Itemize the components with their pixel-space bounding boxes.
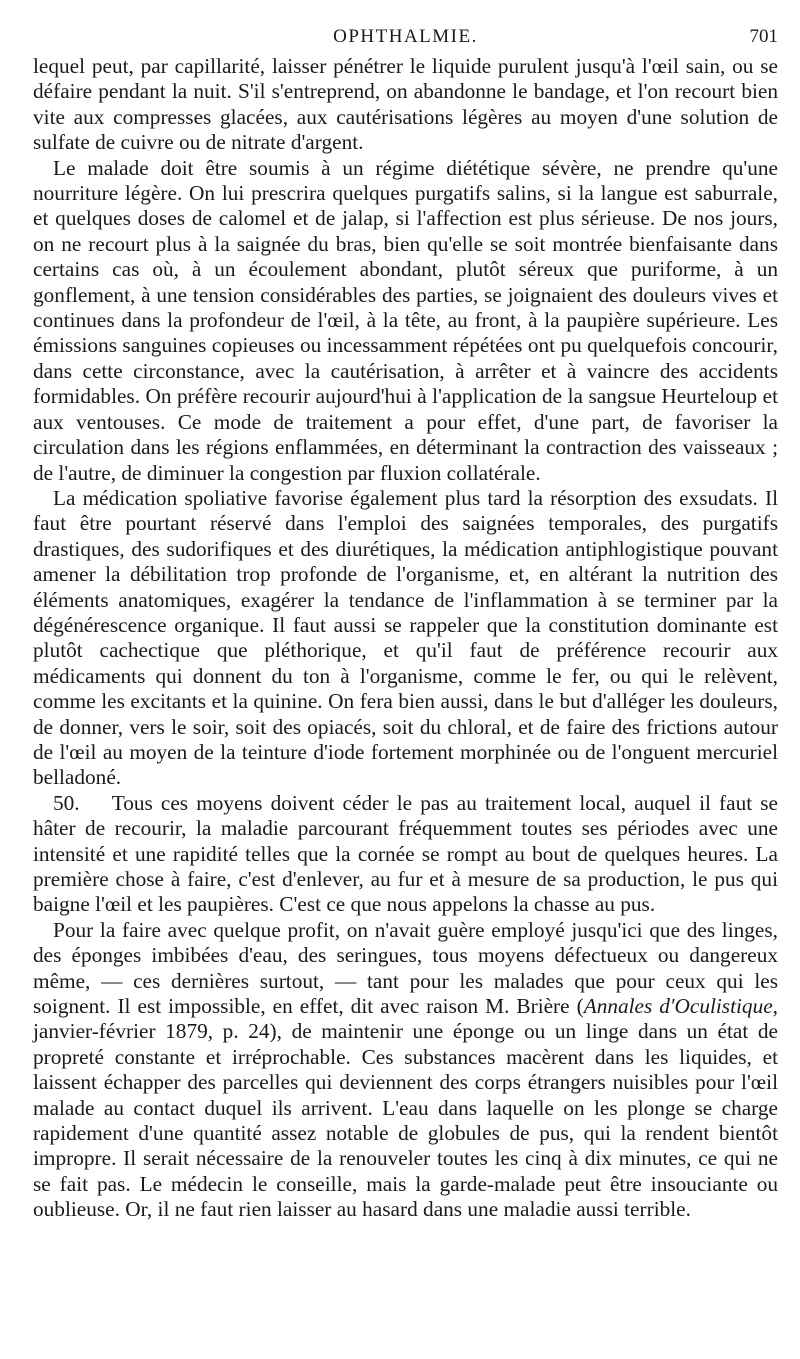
journal-title-italic: Annales d'Oculistique [583, 994, 773, 1019]
paragraph-2-text: Le malade doit être soumis à un régime diététique sévère, ne prendre qu'une nourriture légère. On lui prescrira quelques purgatifs salins, si la langue est saburrale, et quelques doses de calomel et de jalap, si l'affection est plus sérieuse. De nos jours, on ne recourt plus à la saignée du bras, bien qu'elle se soit montrée bienfaisante dans certains cas où, à un écoulement abondant, plutôt séreux que puriforme, à un gonflement, à une tension considérables des parties, se joignaient des douleurs vives et continues dans la profondeur de l'œil, à la tête, au front, à la paupière supérieure. Les émissions sanguines copieuses ou incessamment répétées ont pu quelquefois concourir, dans cette circonstance, avec la cautérisation, à arrêter et à vaincre des accidents formidables. On préfère recourir aujourd'hui à l'application de la sangsue Heurteloup et aux ventouses. Ce mode de traitement a pour effet, d'une part, de favoriser la circulation dans les régions enflammées, en déterminant la contraction des vaisseaux ; de l'autre, de diminuer la congestion par fluxion collatérale. [33, 155, 778, 485]
paragraph-3-text: La médication spoliative favorise également plus tard la résorption des exsudats. Il faut être pourtant réservé dans l'emploi des saignées temporales, des purgatifs drastiques, des sudorifiques et des diurétiques, la médication antiphlogistique pouvant amener la débilitation trop profonde de l'organisme, et, en altérant la nutrition des éléments anatomiques, exagérer la tendance de l'inflammation à se terminer par la dégénérescence organique. Il faut aussi se rappeler que la constitution dominante est plutôt cachectique que pléthorique, et qu'il faut de préférence recourir aux médicaments qui donnent du ton à l'organisme, comme le fer, ou qui le relèvent, comme les excitants et la quinine. On fera bien aussi, dans le but d'alléger les douleurs, de donner, vers le soir, soit des opiacés, soit du chloral, et de faire des frictions autour de l'œil au moyen de la teinture d'iode fortement morphinée ou de l'onguent mercuriel belladoné. [33, 485, 778, 790]
page-header [33, 18, 778, 54]
paragraph-5-text-before: Pour la faire avec quelque profit, on n'avait guère employé jusqu'ici que des linges, des éponges imbibées d'eau, des seringues, tous moyens défectueux ou dangereux même, — ces dernières surtout, — tant pour les malades que pour ceux qui les soignent. Il est impossible, en effet, dit avec raison M. Brière ( [33, 917, 778, 1019]
body-text [33, 54, 778, 1223]
paragraph-4 [33, 791, 778, 918]
page-number: 701 [749, 26, 778, 47]
book-page [33, 18, 778, 1223]
paragraph-4-text: Tous ces moyens doivent céder le pas au traitement local, auquel il faut se hâter de recourir, la maladie parcourant fréquemment toutes ses périodes avec une intensité et une rapidité telles que la cornée se rompt au bout de quelques heures. La première chose à faire, c'est d'enlever, au fur et à mesure de sa production, le pus qui baigne l'œil et les paupières. C'est ce que nous appelons la chasse au pus. [33, 790, 778, 917]
paragraph-5 [33, 918, 778, 1223]
paragraph-5-text-after: , janvier-février 1879, p. 24), de maintenir une éponge ou un linge dans un état de propreté constante et irréprochable. Ces substances macèrent dans les liquides, et laissent échapper des parcelles qui deviennent des corps étrangers nuisibles pour l'œil malade au contact duquel ils arrivent. L'eau dans laquelle on les plonge se charge rapidement d'une quantité assez notable de globules de pus, qui la rendent bientôt impropre. Il serait nécessaire de la renouveler toutes les cinq à dix minutes, ce qui ne se fait pas. Le médecin le conseille, mais la garde-malade peut être insouciante ou oublieuse. Or, il ne faut rien laisser au hasard dans une maladie aussi terrible. [33, 994, 778, 1222]
paragraph-1-text: lequel peut, par capillarité, laisser pénétrer le liquide purulent jusqu'à l'œil sain, ou se défaire pendant la nuit. S'il s'entreprend, on abandonne le bandage, et l'on recourt bien vite aux compresses glacées, aux cautérisations légères au moyen d'une solution de sulfate de cuivre ou de nitrate d'argent. [33, 54, 778, 155]
section-number: 50. [53, 790, 80, 815]
paragraph-2 [33, 156, 778, 486]
running-title: OPHTHALMIE. [333, 26, 478, 47]
paragraph-3 [33, 486, 778, 791]
paragraph-1 [33, 54, 778, 156]
